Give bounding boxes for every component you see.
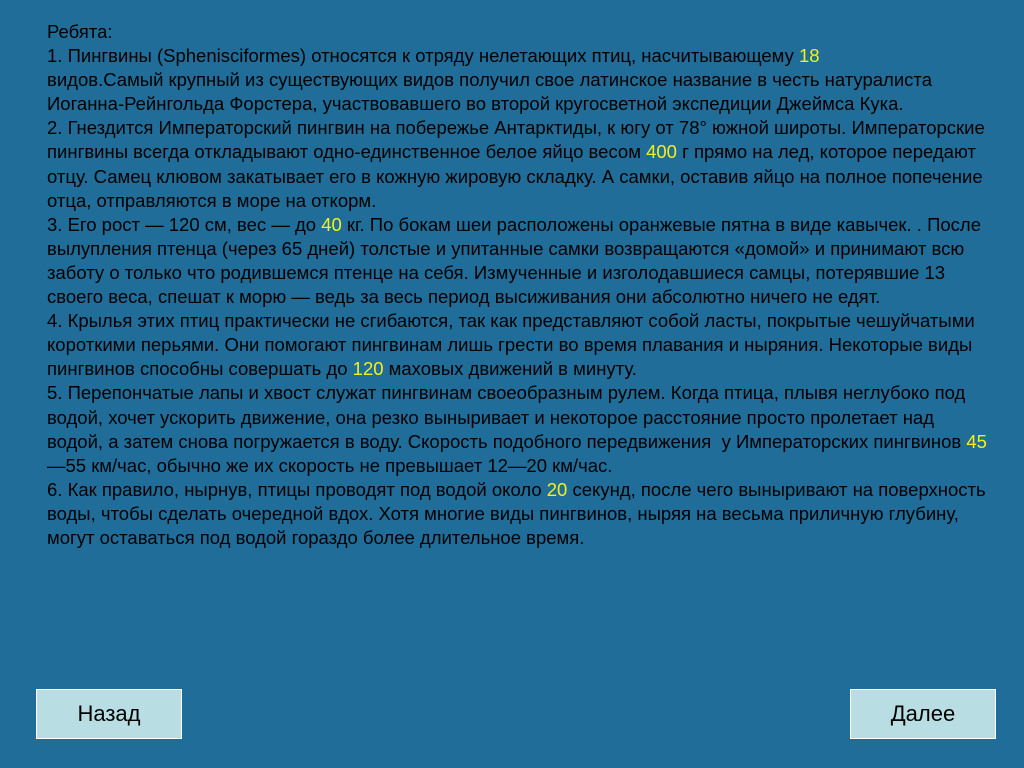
paragraph-1 <box>47 44 987 116</box>
paragraph-3-text-start: 3. Его рост — 120 см, вес — до <box>47 213 322 235</box>
slide-text <box>47 20 991 550</box>
paragraph-6-text-end: секунд, после чего выныривают на поверхность воды, чтобы сделать очередной вдох. Хотя многие виды пингвинов, ныряя на весьма приличную глубину, могут оставаться под водой гораздо более длительное время. <box>47 478 991 548</box>
paragraph-3-text-end: кг. По бокам шеи расположены оранжевые пятна в виде кавычек. . После вылупления птенца (через 65 дней) толстые и упитанные самки возвращаются «домой» и принимают всю заботу о только что родившемся птенце на себя. Измученные и изголодавшиеся самцы, потерявшие 13 своего веса, спешат к морю — ведь за весь период высиживания они абсолютно ничего не едят. <box>47 213 987 308</box>
slide-heading: Ребята: <box>47 21 113 42</box>
paragraph-2-text-start: 2. Гнездится Императорский пингвин на побережье Антарктиды, к югу от 78° южной широты. Императорские пингвины всегда откладывают одно-единственное белое яйцо весом <box>47 117 990 163</box>
paragraph-5-highlight: 45 <box>966 430 987 452</box>
back-button[interactable]: Назад <box>36 689 182 739</box>
paragraph-4-text-end: маховых движений в минуту. <box>383 358 637 380</box>
paragraph-6 <box>47 478 991 550</box>
next-button[interactable]: Далее <box>850 689 996 739</box>
paragraph-1-highlight: 18 <box>799 45 820 67</box>
paragraph-5-text-end: —55 км/час, обычно же их скорость не превышает 12—20 км/час. <box>47 454 613 476</box>
paragraph-2 <box>47 116 990 212</box>
paragraph-4-highlight: 120 <box>352 358 384 380</box>
paragraph-1-text-end: видов.Самый крупный из существующих видов получил свое латинское название в честь натуралиста Иоганна-Рейнгольда Форстера, участвовавшего во второй кругосветной экспедиции Джеймса Кука. <box>47 69 938 115</box>
paragraph-1-text-start: 1. Пингвины (Sphenisciformes) относятся к отряду нелетающих птиц, насчитывающему <box>47 45 799 67</box>
paragraph-2-highlight: 400 <box>646 141 677 163</box>
paragraph-3-highlight: 40 <box>321 213 342 235</box>
paragraph-5 <box>47 381 987 477</box>
paragraph-6-highlight: 20 <box>546 478 568 500</box>
paragraph-5-text-start: 5. Перепончатые лапы и хвост служат пингвинам своеобразным рулем. Когда птица, плывя неглубоко под водой, хочет ускорить движение, она резко выныривает и некоторое расстояние просто пролетает над водой, а затем снова погружается в воду. Скорость подобного передвижения у Императорских пингвинов <box>47 382 971 452</box>
paragraph-4 <box>47 309 987 381</box>
paragraph-6-text-start: 6. Как правило, нырнув, птицы проводят под водой около <box>47 478 547 500</box>
paragraph-4-text-start: 4. Крылья этих птиц практически не сгибаются, так как представляют собой ласты, покрытые чешуйчатыми короткими перьями. Они помогают пингвинам лишь грести во время плавания и ныряния. Некоторые виды пингвинов способны совершать до <box>47 310 980 380</box>
paragraph-2-text-end: г прямо на лед, которое передают отцу. Самец клювом закатывает его в кожную жировую складку. А самки, оставив яйцо на полное попечение отца, отправляются в море на откорм. <box>47 141 988 211</box>
paragraph-3 <box>47 213 987 309</box>
